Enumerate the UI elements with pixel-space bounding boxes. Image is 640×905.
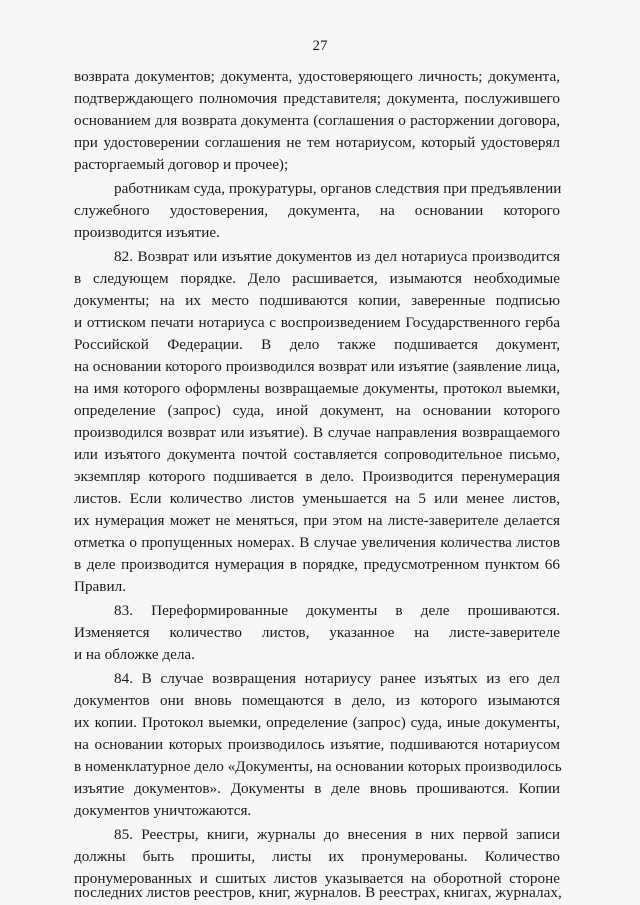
text-line: Российской Федерации. В дело также подшивается документ, [74, 336, 560, 353]
text-line: служебного удостоверения, документа, на основании которого [74, 202, 560, 219]
text-line: 83. Переформированные документы в деле прошиваются. [114, 602, 560, 619]
text-line: работникам суда, прокуратуры, органов следствия при предъявлении [114, 180, 562, 197]
text-line: 82. Возврат или изъятие документов из дел нотариуса производится [114, 248, 560, 265]
text-line: 84. В случае возвращения нотариусу ранее изъятых из его дел [114, 670, 560, 687]
text-line: на основании которого производился возврат или изъятие (заявление лица, [74, 358, 560, 375]
text-line: их копии. Протокол выемки, определение (запрос) суда, иные документы, [74, 714, 560, 731]
text-line: документы; на их место подшиваются копии, заверенные подписью [74, 292, 560, 309]
text-line: на основании которых производилось изъятие, подшиваются нотариусом [74, 736, 560, 753]
text-line: расторгаемый договор и прочее); [74, 156, 289, 173]
text-line: основанием для возврата документа (соглашения о расторжении договора, [74, 112, 560, 129]
text-line: производится изъятие. [74, 224, 220, 241]
text-line: Правил. [74, 578, 126, 595]
text-line: 85. Реестры, книги, журналы до внесения в них первой записи [114, 826, 560, 843]
text-line: документов уничтожаются. [74, 802, 252, 819]
text-line: должны быть прошиты, листы их пронумерованы. Количество [74, 848, 560, 865]
text-line: при удостоверении соглашения не тем нотариусом, который удостоверял [74, 134, 560, 151]
text-line: документов они вновь помещаются в дело, из которого изымаются [74, 692, 560, 709]
text-line: последних листов реестров, книг, журналов. В реестрах, книгах, журналах, [74, 884, 562, 901]
text-line: возврата документов; документа, удостоверяющего личность; документа, [74, 68, 560, 85]
text-line: отметка о пропущенных номерах. В случае увеличения количества листов [74, 534, 560, 551]
text-line: и оттиском печати нотариуса с воспроизведением Государственного герба [74, 314, 560, 331]
text-line: или изъятого документа почтой составляется сопроводительное письмо, [74, 446, 560, 463]
text-line: листов. Если количество листов уменьшается на 5 или менее листов, [74, 490, 560, 507]
text-line: в деле производится нумерация в порядке, предусмотренном пунктом 66 [74, 556, 560, 573]
text-line: изъятие документов». Документы в деле вновь прошиваются. Копии [74, 780, 560, 797]
text-line: подтверждающего полномочия представителя; документа, послужившего [74, 90, 560, 107]
text-line: экземпляр которого подшивается в дело. Производится перенумерация [74, 468, 560, 485]
text-line: в номенклатурное дело «Документы, на основании которых производилось [74, 758, 562, 775]
text-line: их нумерация может не меняться, при этом на листе-заверителе делается [74, 512, 560, 529]
text-line: Изменяется количество листов, указанное на листе-заверителе [74, 624, 560, 641]
text-line: на имя которого оформлены возвращаемые документы, протокол выемки, [74, 380, 560, 397]
text-line: определение (запрос) суда, иной документ, на основании которого [74, 402, 560, 419]
text-line: в следующем порядке. Дело расшивается, изымаются необходимые [74, 270, 560, 287]
text-line: производился возврат или изъятие). В случае направления возвращаемого [74, 424, 560, 441]
text-line: пронумерованных и сшитых листов указывается на оборотной стороне [74, 870, 560, 887]
page-number: 27 [312, 38, 328, 54]
text-line: и на обложке дела. [74, 646, 195, 663]
